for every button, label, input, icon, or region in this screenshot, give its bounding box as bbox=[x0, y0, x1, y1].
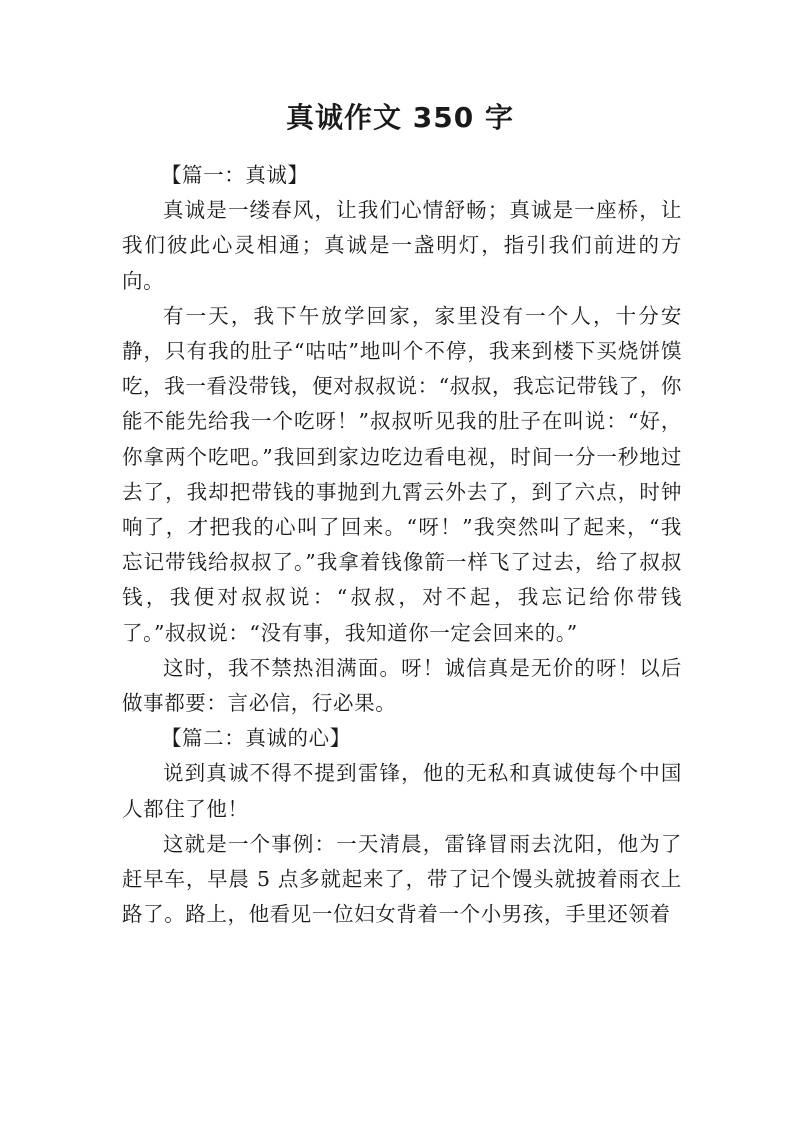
paragraph: 这就是一个事例：一天清晨，雷锋冒雨去沈阳，他为了赶早车，早晨 5 点多就起来了，带了记个馒头就披着雨衣上路了。路上，他看见一位妇女背着一个小男孩，手里还领着 bbox=[122, 831, 682, 927]
paragraph: 有一天，我下午放学回家，家里没有一个人，十分安静，只有我的肚子“咕咕”地叫个不停，我来到楼下买烧饼馍吃，我一看没带钱，便对叔叔说：“叔叔，我忘记带钱了，你能不能先给我一个吃呀！”叔叔听见我的肚子在叫说：“好，你拿两个吃吧。”我回到家边吃边看电视，时间一分一秒地过去了，我却把带钱的事抛到九霄云外去了，到了六点，时钟响了，才把我的心叫了回来。“呀！”我突然叫了起来，“我忘记带钱给叔叔了。”我拿着钱像箭一样飞了过去，给了叔叔钱，我便对叔叔说：“叔叔，对不起，我忘记给你带钱了。”叔叔说：“没有事，我知道你一定会回来的。” bbox=[122, 303, 682, 645]
section-heading: 【篇一：真诚】 bbox=[160, 163, 309, 187]
section-heading: 【篇二：真诚的心】 bbox=[160, 726, 351, 751]
paragraph: 这时，我不禁热泪满面。呀！诚信真是无价的呀！以后做事都要：言必信，行必果。 bbox=[122, 655, 682, 716]
document-body bbox=[122, 158, 682, 932]
paragraph: 真诚是一缕春风，让我们心情舒畅；真诚是一座桥，让我们彼此心灵相通；真诚是一盏明灯，指引我们前进的方向。 bbox=[122, 198, 682, 293]
section-1 bbox=[122, 158, 682, 721]
paragraph: 说到真诚不得不提到雷锋，他的无私和真诚使每个中国人都住了他！ bbox=[122, 761, 682, 821]
section-2 bbox=[122, 721, 682, 932]
document-title: 真诚作文 350 字 bbox=[286, 101, 514, 134]
